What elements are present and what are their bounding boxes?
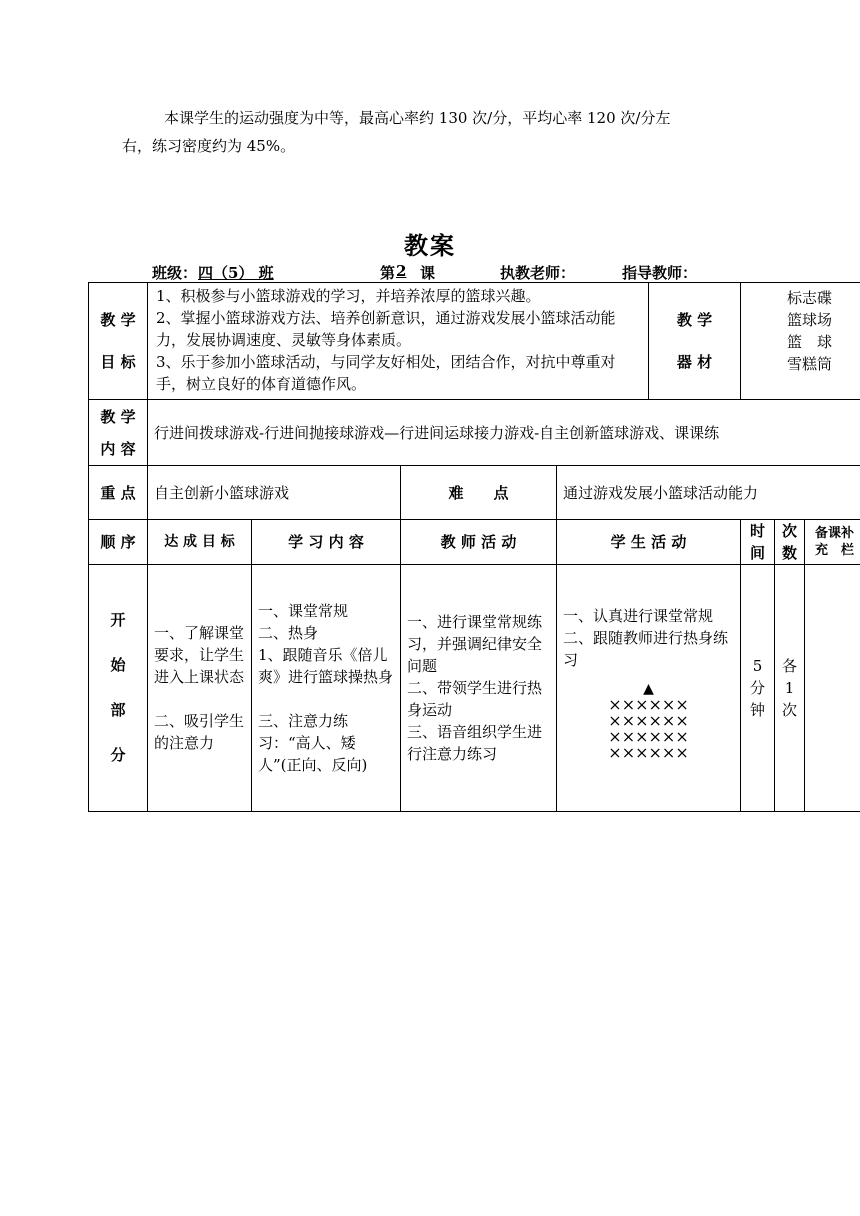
- guide-teacher-label: 指导教师：: [622, 264, 698, 282]
- keypoint-row: [89, 466, 860, 520]
- intro-line-1: 本课学生的运动强度为中等，最高心率约 130 次/分，平均心率 120 次/分左: [164, 109, 671, 127]
- content-label: 教 学 内 容: [89, 400, 148, 466]
- start-section-row: [89, 565, 860, 812]
- equipment-item: 篮 球: [787, 333, 833, 351]
- goals-text: 1、积极参与小篮球游戏的学习，并培养浓厚的篮球兴趣。 2、掌握小篮球游戏方法、培养创新意识，通过游戏发展小篮球活动能力，发展协调速度、灵敏等身体素质。 3、乐于参加小篮球活动，与同学友好相处，团结合作，对抗中尊重对手，树立良好的体育道德作风。: [148, 283, 649, 400]
- col-student: 学 生 活 动: [557, 520, 741, 565]
- start-time: 5 分 钟: [741, 565, 775, 812]
- col-order: 顺 序: [89, 520, 148, 565]
- teacher-marker-icon: ▲: [643, 681, 654, 697]
- lesson-suffix: 课: [420, 264, 436, 282]
- col-remark: 备课补 充 栏: [805, 520, 860, 565]
- lesson-plan-table: [88, 282, 860, 812]
- start-student-activity: 一、认真进行课堂常规 二、跟随教师进行热身练习 ▲ ×××××× ×××××× ×××××× ××××××: [557, 565, 741, 812]
- col-time: 时 间: [741, 520, 775, 565]
- equipment-list: [741, 283, 860, 400]
- keypoint-label: 重 点: [89, 466, 148, 520]
- formation-diagram: [563, 681, 734, 761]
- start-goal: 一、了解课堂要求，让学生进入上课状态 二、吸引学生的注意力: [148, 565, 252, 812]
- goals-row: [89, 283, 860, 400]
- class-value: 四（5） 班: [198, 264, 274, 282]
- col-learn: 学 习 内 容: [252, 520, 401, 565]
- formation-row: ××××××: [608, 727, 689, 746]
- start-count: 各 1 次: [775, 565, 805, 812]
- phase-label: 开 始 部 分: [89, 565, 148, 812]
- difficulty-text: 通过游戏发展小篮球活动能力: [557, 466, 860, 520]
- content-row: [89, 400, 860, 466]
- content-text: 行进间拨球游戏-行进间抛接球游戏—行进间运球接力游戏-自主创新篮球游戏、课课练: [148, 400, 860, 466]
- goals-label: 教 学 目 标: [89, 283, 148, 400]
- teacher-label: 执教老师：: [500, 264, 576, 282]
- difficulty-label: 难 点: [401, 466, 557, 520]
- keypoint-text: 自主创新小篮球游戏: [148, 466, 401, 520]
- intro-line-2: 右，练习密度约为 45%。: [122, 137, 296, 155]
- column-header-row: [89, 520, 860, 565]
- formation-row: ××××××: [608, 711, 689, 730]
- start-remark: [805, 565, 860, 812]
- col-goal: 达 成 目 标: [148, 520, 252, 565]
- col-teacher: 教 师 活 动: [401, 520, 557, 565]
- equipment-label: 教 学 器 材: [649, 283, 741, 400]
- start-learn: 一、课堂常规 二、热身 1、跟随音乐《倍儿爽》进行篮球操热身 三、注意力练习：“高人、矮人”(正向、反向): [252, 565, 401, 812]
- equipment-item: 标志碟: [787, 289, 833, 307]
- lesson-prefix: 第: [380, 264, 396, 282]
- equipment-item: 雪糕筒: [787, 355, 833, 373]
- lesson-number: 2: [396, 262, 407, 280]
- start-teacher-activity: 一、进行课堂常规练习，并强调纪律安全问题 二、带领学生进行热身运动 三、语音组织学生进行注意力练习: [401, 565, 557, 812]
- equipment-item: 篮球场: [787, 311, 833, 329]
- page-title: 教案: [404, 231, 456, 260]
- formation-row: ××××××: [608, 743, 689, 762]
- formation-row: ××××××: [608, 695, 689, 714]
- class-label: 班级：: [152, 264, 198, 282]
- col-count: 次 数: [775, 520, 805, 565]
- intro-paragraph: [122, 104, 732, 160]
